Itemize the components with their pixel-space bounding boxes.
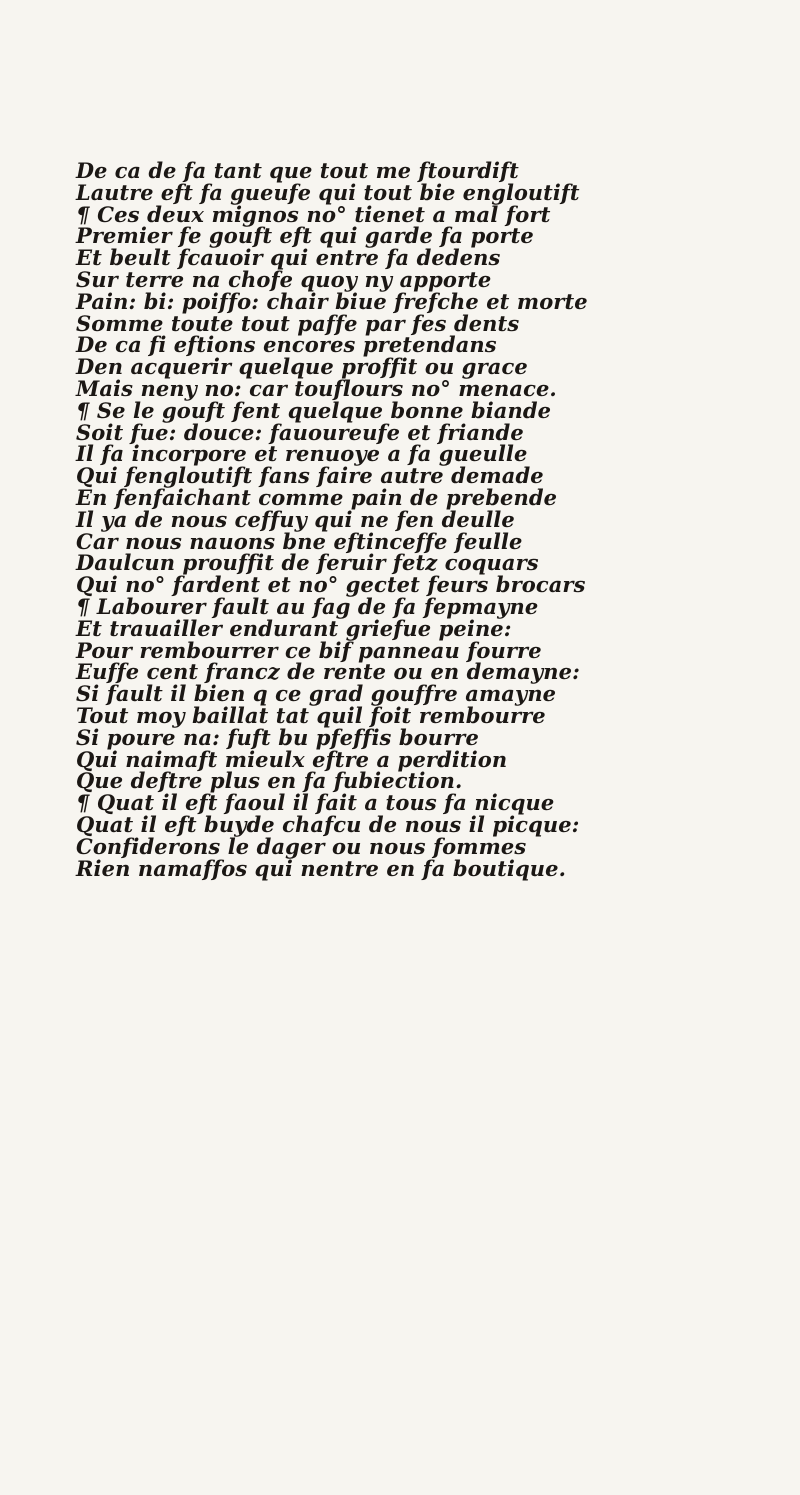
text-line: Daulcun prouffit de feruir fetz coquars: [76, 550, 539, 576]
text-line: Pour rembourrer ce bif panneau fourre: [76, 637, 542, 663]
text-line: Somme toute tout paffe par fes dents: [76, 310, 520, 336]
text-line: Euffe cent francz de rente ou en demayne:: [76, 659, 580, 685]
text-line: Qui no° fardent et no° gectet feurs brocars: [76, 572, 586, 598]
text-line: Den acquerir quelque proffit ou grace: [76, 354, 528, 380]
text-line: ¶ Labourer fault au fag de fa fepmayne: [76, 593, 539, 619]
text-line: Que deftre plus en fa fubiection.: [76, 768, 463, 794]
text-line: Car nous nauons bne eftinceffe feulle: [76, 528, 523, 554]
text-line: Rien namaffos qui nentre en fa boutique.: [76, 855, 567, 881]
verse-text: [76, 160, 736, 879]
text-line: Si poure na: fuft bu pfeffis bourre: [76, 724, 479, 750]
text-line: Sur terre na chofe quoy ny apporte: [76, 266, 492, 292]
text-line: Mais neny no: car touflours no° menace.: [76, 375, 557, 401]
text-line: Et trauailler endurant griefue peine:: [76, 615, 512, 641]
text-line: ¶ Quat il eft faoul il fait a tous fa nicque: [76, 790, 555, 816]
text-line: Il fa incorpore et renuoye a fa gueulle: [76, 441, 528, 467]
text-line: Lautre eft fa gueufe qui tout bie engloutift: [76, 179, 580, 205]
text-line: Tout moy baillat tat quil foit rembourre: [76, 702, 546, 728]
text-line: ¶ Se le gouft fent quelque bonne biande: [76, 397, 552, 423]
text-line: En fenfaichant comme pain de prebende: [76, 484, 558, 510]
text-line: Soit fue: douce: fauoureufe et friande: [76, 419, 524, 445]
text-line: Et beult fcauoir qui entre fa dedens: [76, 245, 501, 271]
text-line: Qui fengloutift fans faire autre demade: [76, 463, 544, 489]
text-line: Quat il eft buyde chafcu de nous il picque:: [76, 811, 580, 837]
text-line: De ca de fa tant que tout me ftourdift: [76, 158, 519, 183]
text-line: Premier fe gouft eft qui garde fa porte: [76, 223, 534, 249]
text-line: Confiderons le dager ou nous fommes: [76, 833, 527, 859]
text-line: ¶ Ces deux mignos no° tienet a mal fort: [76, 201, 551, 227]
text-line: De ca fi eftions encores pretendans: [76, 332, 497, 358]
text-line: Pain: bi: poiffo: chair biue frefche et morte: [76, 288, 588, 314]
text-line: Il ya de nous ceffuy qui ne fen deulle: [76, 506, 515, 532]
text-line: Si fault il bien q ce grad gouffre amayne: [76, 681, 557, 707]
text-line: Qui naimaft mieulx eftre a perdition: [76, 746, 508, 772]
